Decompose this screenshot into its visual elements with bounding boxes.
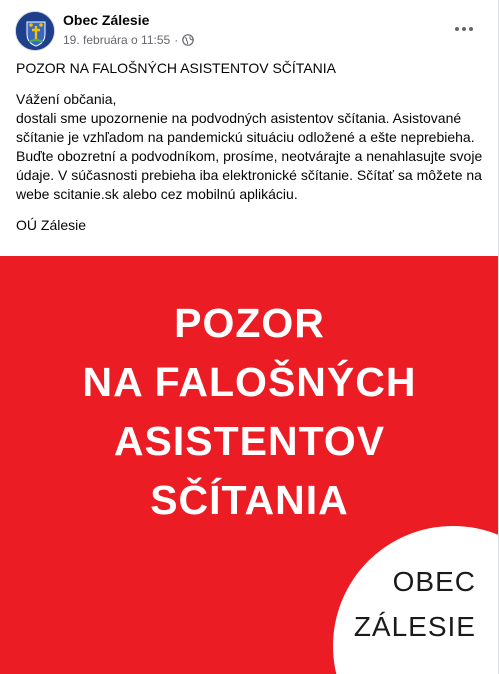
badge-line: OBEC — [392, 566, 476, 597]
post-meta — [63, 33, 194, 47]
headline-line: NA FALOŠNÝCH — [82, 359, 417, 405]
post-greeting: Vážení občania, — [16, 91, 117, 107]
post-body — [16, 90, 486, 204]
page-avatar[interactable] — [15, 11, 55, 51]
badge-line: ZÁLESIE — [353, 611, 476, 642]
meta-separator: · — [174, 33, 179, 47]
headline-line: SČÍTANIA — [150, 477, 349, 523]
image-headline — [0, 294, 499, 530]
post-paragraph: dostali sme upozornenie na podvodných asistentov sčítania. Asistované sčítanie je vzhľadom na pandemickú situáciu odložené a ešte neprebieha. Buďte obozretní a podvodníkom, prosíme, neotvárajte a nenahlasujte svoje údaje. V súčasnosti prebieha iba elektronické sčítanie. Sčítať sa môžete na webe scitanie.sk alebo cez mobilnú aplikáciu. — [16, 110, 483, 202]
municipality-badge — [336, 559, 476, 649]
more-options-icon — [455, 27, 459, 31]
headline-line: POZOR — [174, 300, 325, 346]
post-header — [0, 0, 499, 56]
post-signature: OÚ Zálesie — [16, 217, 87, 233]
more-options-button[interactable] — [446, 14, 482, 44]
post-image[interactable] — [0, 256, 499, 674]
post-timestamp[interactable]: 19. februára o 11:55 — [63, 33, 171, 47]
post-text — [16, 59, 486, 247]
municipality-coat-of-arms-icon — [16, 12, 55, 51]
post-title: POZOR NA FALOŠNÝCH ASISTENTOV SČÍTANIA — [16, 60, 336, 76]
headline-line: ASISTENTOV — [113, 418, 386, 464]
page-name[interactable]: Obec Zálesie — [63, 12, 150, 28]
globe-icon[interactable] — [182, 34, 194, 46]
